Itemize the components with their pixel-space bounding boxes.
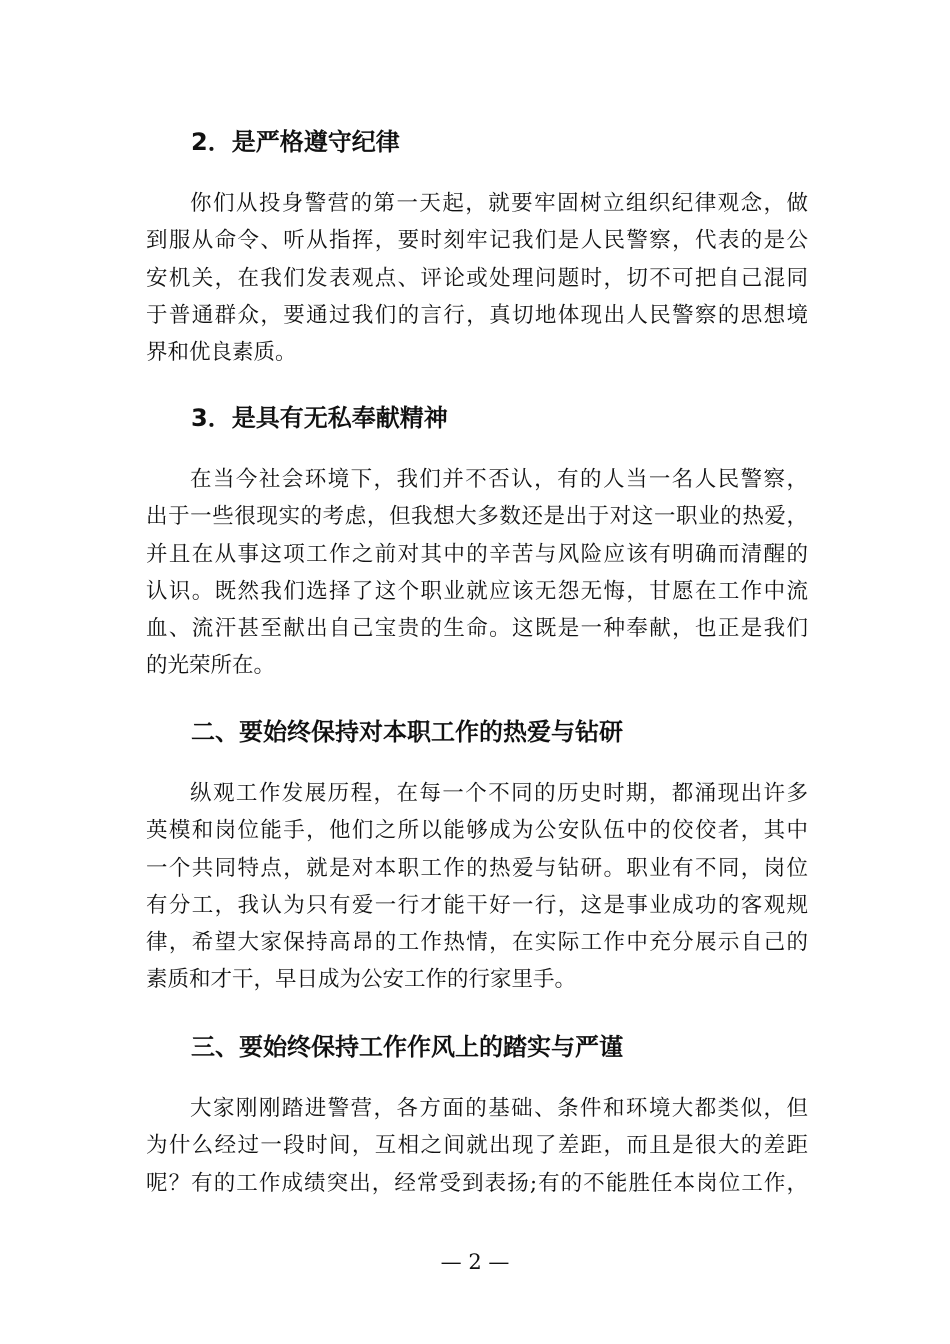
text-line: 出于一些很现实的考虑，但我想大多数还是出于对这一职业的热爱， <box>146 504 808 530</box>
text-line: 英模和岗位能手，他们之所以能够成为公安队伍中的佼佼者，其中 <box>146 818 808 844</box>
text-line: 大家刚刚踏进警营，各方面的基础、条件和环境大都类似，但 <box>190 1096 808 1121</box>
text-line: 到服从命令、听从指挥，要时刻牢记我们是人民警察，代表的是公 <box>146 228 808 254</box>
text-line: 的光荣所在。 <box>146 653 276 679</box>
text-line: 血、流汗甚至献出自己宝贵的生命。这既是一种奉献，也正是我们 <box>146 616 808 642</box>
section-heading-discipline: 2．是严格遵守纪律 <box>191 128 400 156</box>
text-line: 律，希望大家保持高昂的工作热情，在实际工作中充分展示自己的 <box>146 930 808 956</box>
text-line: 为什么经过一段时间，互相之间就出现了差距，而且是很大的差距 <box>146 1133 808 1159</box>
page-number: — 2 — <box>440 1250 510 1274</box>
text-line: 认识。既然我们选择了这个职业就应该无怨无悔，甘愿在工作中流 <box>146 578 808 604</box>
text-line: 素质和才干，早日成为公安工作的行家里手。 <box>146 967 577 993</box>
paragraph-passion <box>146 775 808 999</box>
text-line: 纵观工作发展历程，在每一个不同的历史时期，都涌现出许多 <box>190 781 808 806</box>
section-heading-dedication: 3．是具有无私奉献精神 <box>191 404 448 432</box>
text-line: 安机关，在我们发表观点、评论或处理问题时，切不可把自己混同 <box>146 265 808 291</box>
section-heading-work-style: 三、要始终保持工作作风上的踏实与严谨 <box>191 1033 623 1061</box>
paragraph-discipline <box>146 185 808 371</box>
text-line: 你们从投身警营的第一天起，就要牢固树立组织纪律观念，做 <box>190 191 808 216</box>
text-line: 在当今社会环境下，我们并不否认，有的人当一名人民警察， <box>190 467 808 492</box>
paragraph-dedication <box>146 461 808 685</box>
section-heading-passion: 二、要始终保持对本职工作的热爱与钻研 <box>191 718 623 746</box>
paragraph-work-style <box>146 1090 808 1202</box>
text-line: 一个共同特点，就是对本职工作的热爱与钻研。职业有不同，岗位 <box>146 855 808 881</box>
text-line: 呢？有的工作成绩突出，经常受到表扬;有的不能胜任本岗位工作， <box>146 1170 808 1196</box>
text-line: 有分工，我认为只有爱一行才能干好一行，这是事业成功的客观规 <box>146 892 808 918</box>
text-line: 于普通群众，要通过我们的言行，真切地体现出人民警察的思想境 <box>146 302 808 328</box>
text-line: 并且在从事这项工作之前对其中的辛苦与风险应该有明确而清醒的 <box>146 541 808 567</box>
text-line: 界和优良素质。 <box>146 340 297 366</box>
